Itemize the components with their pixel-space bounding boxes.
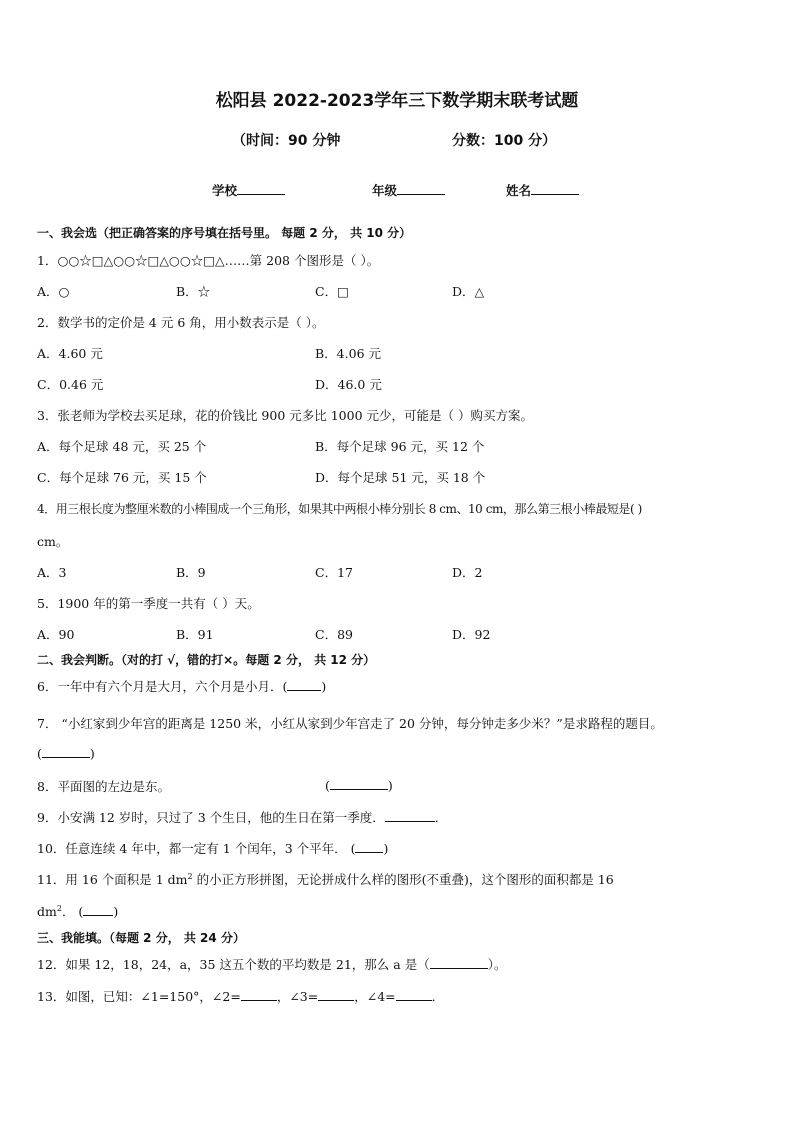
q13-angle2-blank[interactable] [241,988,277,1001]
q11-open: ． ( [61,904,84,919]
q3-option-a: A．每个足球 48 元，买 25 个 [37,439,207,454]
grade-field[interactable] [372,181,445,199]
q1-option-b: B．☆ [176,284,211,299]
question-11 [37,870,614,888]
exam-time: （时间：90 分钟 [232,133,341,149]
q5-option-d: D．92 [452,627,491,642]
grade-label: 年级 [372,183,398,198]
q13-end: ． [431,989,445,1004]
question-7: 7． “小红家到少年宫的距离是 1250 米，小红从家到少年宫走了 20 分钟，每分钟走多少米？”是求路程的题目。 [37,716,663,731]
question-7-answer [37,745,95,761]
q8-close: ) [387,778,393,793]
q5-option-a: A．90 [37,627,75,642]
q4-option-a: A．3 [37,565,67,580]
q13-p3: ，∠4= [354,989,396,1004]
question-4: 4．用三根长度为整厘米数的小棒围成一个三角形，如果其中两根小棒分别长 8 cm、10 cm，那么第三根小棒最短是( ) [37,502,642,516]
question-5: 5．1900 年的第一季度一共有（ ）天。 [37,596,260,611]
q13-angle3-blank[interactable] [318,988,354,1001]
q3-option-c: C．每个足球 76 元，买 15 个 [37,470,207,485]
school-blank[interactable] [237,182,285,195]
q4-option-b: B．9 [176,565,206,580]
q11-unit: dm [37,904,57,919]
q11-answer-blank[interactable] [83,903,113,916]
question-9 [37,808,447,826]
q9-answer-blank[interactable] [385,809,435,822]
q3-option-b: B．每个足球 96 元，买 12 个 [315,439,485,454]
q10-close: ) [383,841,389,856]
q12-text: 12．如果 12，18，24，a，35 这五个数的平均数是 21，那么 a 是（ [37,957,430,972]
q2-option-c: C．0.46 元 [37,377,104,392]
q12-close: ）。 [487,957,507,972]
q11-sup: 2 [187,871,193,881]
q11-text-a: 11．用 16 个面积是 1 dm [37,872,188,887]
q7-open: ( [37,746,42,761]
q13-p2: ，∠3= [276,989,319,1004]
q13-angle4-blank[interactable] [396,988,432,1001]
question-1: 1．○○☆□△○○☆□△○○☆□△……第 208 个图形是（ ）。 [37,253,380,268]
question-12 [37,955,506,973]
q9-text: 9．小安满 12 岁时，只过了 3 个生日，他的生日在第一季度． [37,810,385,825]
q6-text: 6．一年中有六个月是大月，六个月是小月．( [37,679,288,694]
q2-option-b: B．4.06 元 [315,346,381,361]
name-blank[interactable] [531,182,579,195]
q11-unit-sup: 2 [56,903,62,913]
q1-option-a: A．○ [37,284,70,299]
question-8: 8．平面图的左边是东。 [37,779,170,794]
section-3-heading: 三、我能填。（每题 2 分， 共 24 分） [37,931,245,945]
q2-option-a: A．4.60 元 [37,346,103,361]
question-11-line-2 [37,902,118,920]
q5-option-b: B．91 [176,627,214,642]
q9-end: ． [434,810,448,825]
q11-close: ) [113,904,119,919]
name-field[interactable] [506,181,579,199]
question-13 [37,987,444,1005]
grade-blank[interactable] [397,182,445,195]
q11-text-b: 的小正方形拼图，无论拼成什么样的图形(不重叠)，这个图形的面积都是 16 [192,872,614,887]
q8-answer-blank[interactable] [330,777,388,790]
q13-text: 13．如图，已知：∠1=150°，∠2= [37,989,241,1004]
exam-score: 分数：100 分） [452,133,557,149]
question-6 [37,677,326,695]
school-field[interactable] [212,181,285,199]
q5-option-c: C．89 [315,627,353,642]
page-title: 松阳县 2022-2023学年三下数学期末联考试题 [215,91,579,111]
q3-option-d: D．每个足球 51 元，买 18 个 [315,470,486,485]
question-3: 3．张老师为学校去买足球，花的价钱比 900 元多比 1000 元少，可能是（ ）购买方案。 [37,408,533,423]
school-label: 学校 [212,183,238,198]
q10-answer-blank[interactable] [355,840,383,853]
question-8-answer [325,777,393,793]
q1-option-c: C．□ [315,284,349,299]
question-4-unit: cm。 [37,534,69,549]
section-1-heading: 一、我会选（把正确答案的序号填在括号里。 每题 2 分， 共 10 分） [37,226,412,240]
question-10 [37,839,388,857]
q10-text: 10．任意连续 4 年中，都一定有 1 个闰年，3 个平年． ( [37,841,356,856]
q7-answer-blank[interactable] [42,745,90,758]
q7-close: ) [89,746,95,761]
q1-option-d: D．△ [452,284,485,299]
q6-close: ) [321,679,327,694]
q4-option-d: D．2 [452,565,483,580]
q8-open: ( [325,778,330,793]
q4-option-c: C．17 [315,565,353,580]
name-label: 姓名 [506,183,532,198]
question-2: 2．数学书的定价是 4 元 6 角，用小数表示是（ ）。 [37,315,325,330]
section-2-heading: 二、我会判断。（对的打 √，错的打×。每题 2 分， 共 12 分） [37,653,376,667]
q6-answer-blank[interactable] [287,678,321,691]
q12-answer-blank[interactable] [430,956,488,969]
q2-option-d: D．46.0 元 [315,377,382,392]
